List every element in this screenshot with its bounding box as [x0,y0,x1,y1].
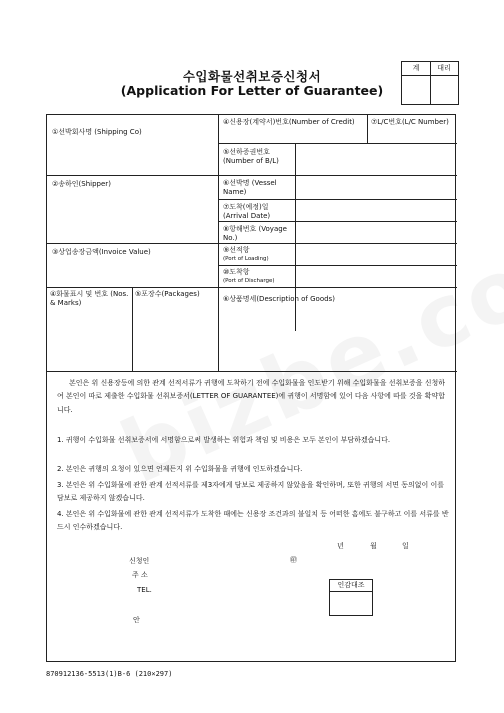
divider-v-marks [132,287,133,371]
stamp-box-head [329,591,373,592]
divider-v-lc [367,115,368,143]
field-packages: ⑤포장수(Packages) [135,290,200,298]
sign-label: 안 [133,616,140,624]
field-port-discharge-en: (Port of Discharge) [223,278,275,284]
stamp-box-right [372,579,373,616]
field-description: ⑥상품명세(Description of Goods) [223,295,335,303]
field-shipper: ②송하인(Shipper) [52,180,111,188]
field-credit-no: ④신용장(계약서)번호(Number of Credit) [223,118,355,126]
field-voyage-no: ⑧항해번호 (Voyage No.) [223,225,287,242]
date-month: 월 [370,542,377,550]
approval-divider [430,62,431,104]
approval-col-2: 대리 [430,62,458,76]
field-shipping-co: ①선박회사명 (Shipping Co) [52,128,142,136]
field-port-loading: ⑨선적항 [223,246,250,254]
field-port-discharge: ⑩도착항 [223,268,250,276]
tel-label: TEL. [137,586,152,594]
undertaking-item-4: 4. 본인은 위 수입화물에 관한 관계 선적서류가 도착한 때에는 신용장 조건과의 불일치 등 어떠한 흠에도 불구하고 이를 서류를 반드시 인수하겠습니다. [57,510,449,532]
undertaking-item-1: 1. 귀행이 수입화물 선취보증서에 서명함으로써 발생하는 위험과 책임 및 비용은 모두 본인이 부담하겠습니다. [57,436,391,444]
divider-h-4 [218,221,457,222]
field-marks: ④화물표시 및 번호 (Nos. & Marks) [50,290,129,307]
form-title-korean: 수입화물선취보증신청서 [182,69,322,84]
seal-mark: ㊞ [290,556,297,564]
stamp-box-label: 인감대조 [337,581,365,589]
field-lc-no: ⑦L/C번호(L/C Number) [371,118,449,126]
divider-h-1 [218,143,457,144]
divider-h-3 [218,199,457,200]
divider-h-5 [47,243,457,244]
approval-box [401,61,459,105]
divider-h-7 [47,287,457,288]
stamp-box-top [329,579,373,580]
stamp-box-left [329,579,330,616]
date-day: 일 [402,542,409,550]
form-title-english: (Application For Letter of Guarantee) [120,83,384,98]
divider-h-8 [47,371,457,372]
applicant-label: 신청인 [129,557,150,565]
divider-h-6 [218,265,457,266]
field-arrival-date: ⑦도착(예정)일 (Arrival Date) [223,203,271,220]
form-code: 870912136-5513(1)B-6 (210×297) [46,670,173,678]
field-vessel-name: ⑥선박명 (Vessel Name) [223,179,277,196]
address-label: 주 소 [132,571,148,579]
application-form [46,114,456,662]
undertaking-item-3: 3. 본인은 위 수입화물에 관한 관계 선적서류를 제3자에게 담보로 제공하지 않았음을 확인하며, 또한 귀행의 서면 동의없이 이를 담보로 제공하지 않겠습니다. [57,481,445,503]
stamp-box-bottom [329,615,373,616]
undertaking-item-2: 2. 본인은 귀행의 요청이 있으면 언제든지 위 수입화물을 귀행에 인도하겠습니다. [57,465,303,473]
date-year: 년 [337,542,344,550]
field-invoice-value: ③상업송장금액(Invoice Value) [52,248,151,256]
field-bl-no: ⑤선하증권번호 (Number of B/L) [223,148,279,165]
divider-h-2 [47,175,457,176]
approval-col-1: 계 [402,62,430,76]
undertaking-intro: 본인은 위 신용장등에 의한 관계 선적서류가 귀행에 도착하기 전에 수입화물을 인도받기 위해 수입화물을 선취보증을 신청하여 본인이 따로 제출한 수입화물 선취보증서(LETTER OF GUARANTEE)에 귀행이 서명함에 있어 다음 사항에 따를 것을 확약합니다. [57,379,446,414]
field-port-loading-en: (Port of Loading) [223,256,269,262]
